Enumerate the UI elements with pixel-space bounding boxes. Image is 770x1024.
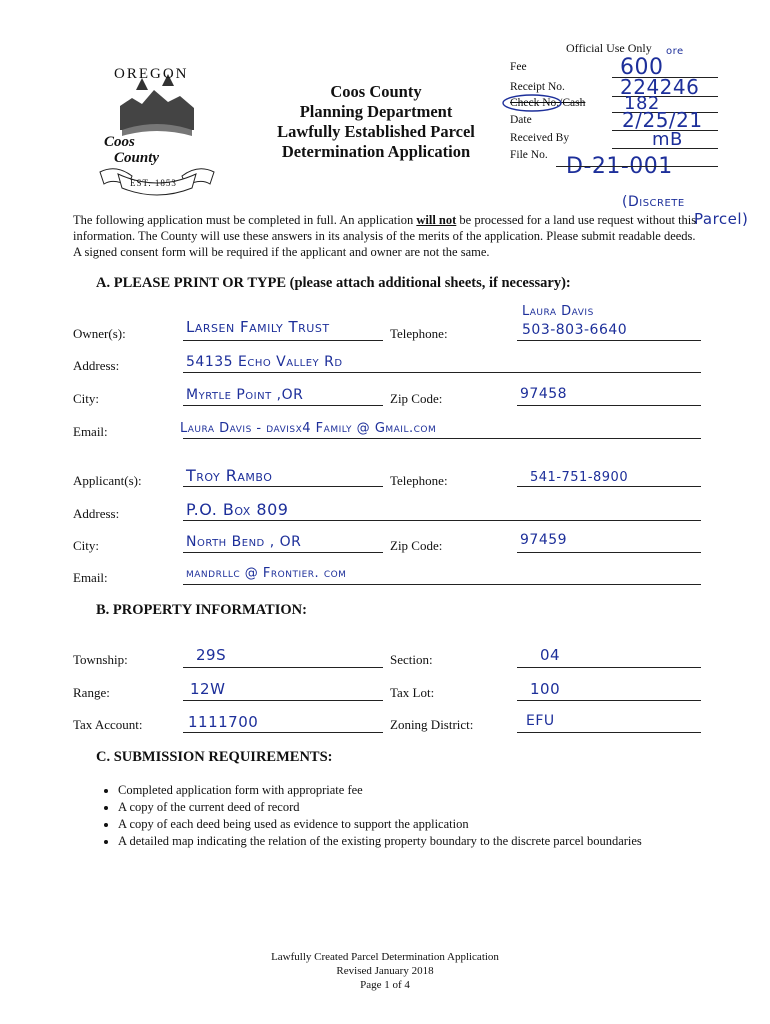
section-c-heading: C. SUBMISSION REQUIREMENTS: bbox=[96, 749, 333, 765]
discrete-note: (Discrete bbox=[622, 194, 685, 210]
file-no-line bbox=[556, 166, 718, 167]
owner-zip-label: Zip Code: bbox=[390, 391, 443, 406]
owner-zip-value[interactable]: 97458 bbox=[520, 386, 568, 402]
received-by-label: Received By bbox=[510, 132, 570, 144]
township-label: Township: bbox=[73, 652, 128, 667]
title-line: Coos County bbox=[330, 82, 422, 101]
list-item: • A copy of each deed being used as evidence to support the application bbox=[118, 816, 642, 833]
intro-text-2: be processed for a land use request without this information. The County will use these answers in its analysis of the merits of the application. Please submit readable deeds. A signed consent form will be required if the applicant and owner are not the same. bbox=[73, 213, 697, 259]
applicant-city-label: City: bbox=[73, 538, 100, 553]
official-use-title: Official Use Only bbox=[566, 41, 652, 55]
parcel-note: Parcel) bbox=[694, 210, 749, 228]
owner-city-line bbox=[183, 405, 383, 406]
title-line: Lawfully Established Parcel bbox=[277, 122, 475, 141]
applicant-email-line bbox=[183, 584, 701, 585]
owner-label: Owner(s): bbox=[73, 326, 126, 341]
owner-zip-line bbox=[517, 405, 701, 406]
footer-page-number: Page 1 of 4 bbox=[360, 979, 410, 991]
applicant-zip-label: Zip Code: bbox=[390, 538, 443, 553]
applicant-city-value[interactable]: North Bend , OR bbox=[186, 534, 302, 550]
tax-lot-value[interactable]: 100 bbox=[530, 680, 561, 698]
township-line bbox=[183, 667, 383, 668]
owner-address-line bbox=[183, 372, 701, 373]
fee-note: ore bbox=[666, 46, 684, 57]
tax-account-label: Tax Account: bbox=[73, 717, 143, 732]
section-b-heading: B. PROPERTY INFORMATION: bbox=[96, 602, 307, 618]
date-label: Date bbox=[510, 114, 532, 126]
applicant-phone-value[interactable]: 541-751-8900 bbox=[530, 470, 629, 485]
range-label: Range: bbox=[73, 685, 110, 700]
check-label: Check No./Cash bbox=[510, 97, 586, 109]
footer-revision: Revised January 2018 bbox=[336, 965, 434, 977]
title-line: Planning Department bbox=[299, 102, 453, 121]
requirements-list bbox=[100, 782, 642, 850]
document-title bbox=[258, 82, 494, 162]
fee-value: 600 bbox=[620, 55, 664, 80]
applicant-email-value[interactable]: mandrllc @ Frontier. com bbox=[186, 566, 347, 581]
applicant-zip-value[interactable]: 97459 bbox=[520, 532, 568, 548]
list-item: • A detailed map indicating the relation of the existing property boundary to the discrete parcel boundaries bbox=[118, 833, 642, 850]
applicant-email-label: Email: bbox=[73, 570, 108, 585]
applicant-line bbox=[183, 486, 383, 487]
owner-email-line bbox=[183, 438, 701, 439]
intro-paragraph bbox=[73, 212, 703, 260]
applicant-zip-line bbox=[517, 552, 701, 553]
file-no-label: File No. bbox=[510, 149, 548, 161]
intro-text-1: The following application must be completed in full. An application bbox=[73, 213, 417, 227]
section-a-heading: A. PLEASE PRINT OR TYPE (please attach additional sheets, if necessary): bbox=[96, 275, 571, 291]
applicant-address-line bbox=[183, 520, 701, 521]
owner-contact-name: Laura Davis bbox=[522, 304, 594, 319]
received-by-line bbox=[612, 148, 718, 149]
date-value: 2/25/21 bbox=[622, 108, 703, 132]
county-logo bbox=[92, 60, 222, 200]
applicant-phone-line bbox=[517, 486, 701, 487]
applicant-address-label: Address: bbox=[73, 506, 120, 521]
check-circle-mark bbox=[502, 94, 562, 112]
zoning-district-value[interactable]: EFU bbox=[526, 713, 555, 729]
page-footer bbox=[0, 950, 770, 992]
owner-address-value[interactable]: 54135 Echo Valley Rd bbox=[186, 354, 343, 370]
section-line bbox=[517, 667, 701, 668]
tax-account-line bbox=[183, 732, 383, 733]
logo-top-text: OREGON bbox=[114, 66, 189, 82]
applicant-phone-label: Telephone: bbox=[390, 473, 448, 488]
section-value[interactable]: 04 bbox=[540, 646, 561, 664]
footer-title: Lawfully Created Parcel Determination Application bbox=[271, 951, 499, 963]
list-item: • A copy of the current deed of record bbox=[118, 799, 642, 816]
tax-lot-label: Tax Lot: bbox=[390, 685, 435, 700]
logo-established: EST. 1853 bbox=[130, 178, 177, 188]
list-item: • Completed application form with appropriate fee bbox=[118, 782, 642, 799]
owner-phone-line bbox=[517, 340, 701, 341]
logo-name-line2: County bbox=[114, 150, 160, 166]
applicant-city-line bbox=[183, 552, 383, 553]
owner-phone-label: Telephone: bbox=[390, 326, 448, 341]
intro-emphasis: will not bbox=[416, 213, 457, 227]
applicant-value[interactable]: Troy Rambo bbox=[186, 466, 273, 485]
logo-name-line1: Coos bbox=[104, 134, 135, 150]
fee-label: Fee bbox=[510, 61, 527, 73]
owner-value[interactable]: Larsen Family Trust bbox=[186, 318, 330, 336]
receipt-value: 224246 bbox=[620, 75, 700, 99]
zoning-district-line bbox=[517, 732, 701, 733]
owner-email-label: Email: bbox=[73, 424, 108, 439]
township-value[interactable]: 29S bbox=[196, 646, 227, 664]
range-value[interactable]: 12W bbox=[190, 680, 226, 698]
receipt-label: Receipt No. bbox=[510, 81, 565, 93]
owner-city-label: City: bbox=[73, 391, 100, 406]
range-line bbox=[183, 700, 383, 701]
section-label: Section: bbox=[390, 652, 433, 667]
applicant-label: Applicant(s): bbox=[73, 473, 142, 488]
received-by-value: mB bbox=[652, 129, 683, 150]
owner-email-value[interactable]: Laura Davis - davisx4 Family @ Gmail.com bbox=[180, 421, 437, 436]
owner-city-value[interactable]: Myrtle Point ,OR bbox=[186, 387, 304, 403]
tax-account-value[interactable]: 1111700 bbox=[188, 713, 259, 731]
owner-address-label: Address: bbox=[73, 358, 120, 373]
title-line: Determination Application bbox=[281, 142, 471, 161]
zoning-district-label: Zoning District: bbox=[390, 717, 474, 732]
applicant-address-value[interactable]: P.O. Box 809 bbox=[186, 500, 289, 519]
tax-lot-line bbox=[517, 700, 701, 701]
owner-line bbox=[183, 340, 383, 341]
owner-phone-value[interactable]: 503-803-6640 bbox=[522, 322, 628, 338]
check-value: 182 bbox=[624, 93, 660, 114]
file-no-value: D-21-001 bbox=[566, 154, 673, 179]
